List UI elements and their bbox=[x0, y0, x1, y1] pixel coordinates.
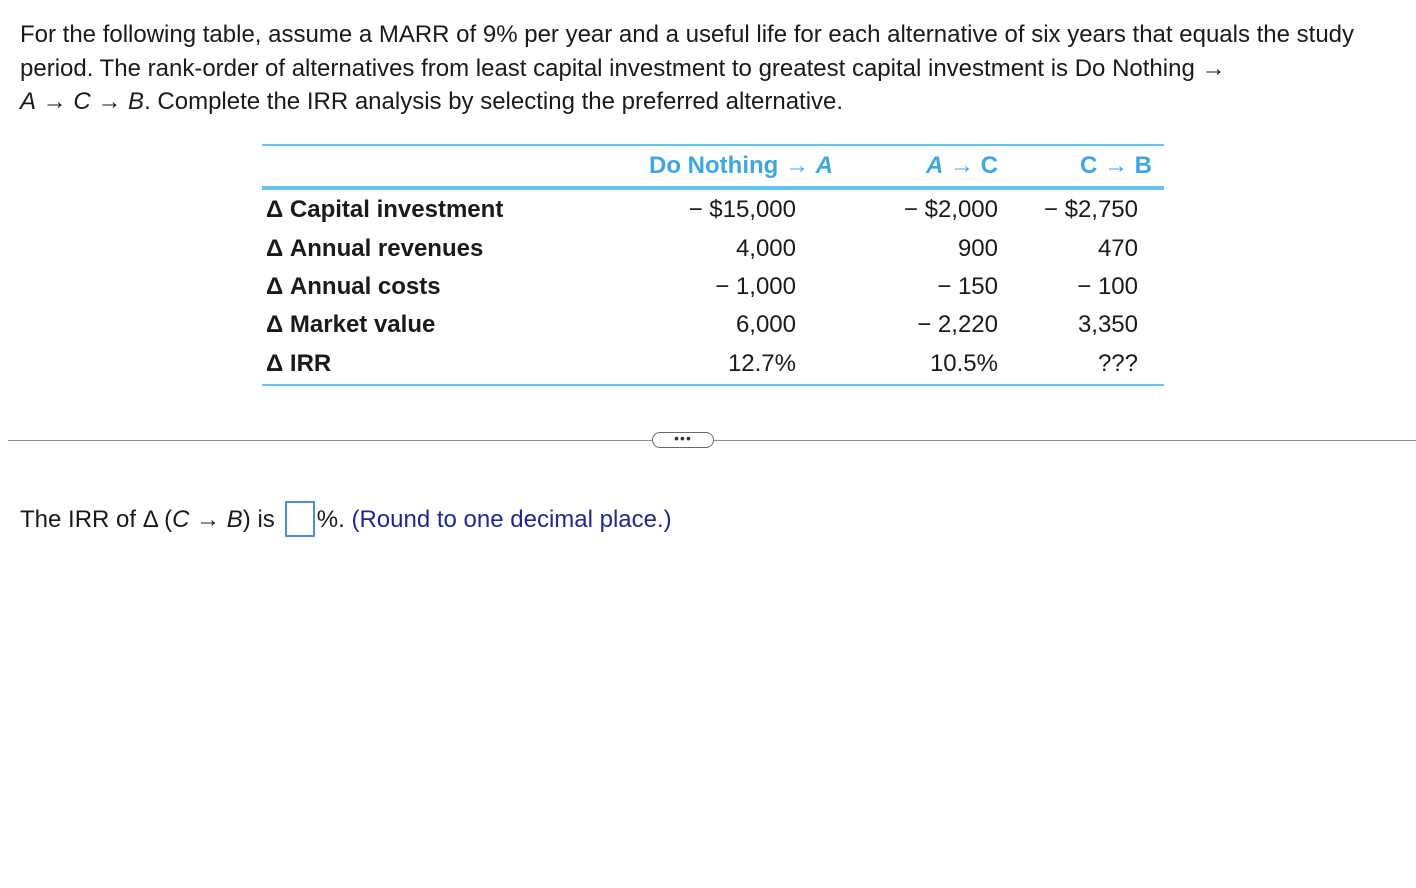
cell-value: 3,350 bbox=[1077, 311, 1138, 338]
row-label: Δ Annual costs bbox=[266, 273, 441, 300]
table-row bbox=[262, 268, 1164, 306]
percent-unit: %. bbox=[316, 506, 345, 533]
row-label: Δ Annual revenues bbox=[266, 235, 484, 262]
header-do-nothing-a: Do Nothing → A bbox=[596, 145, 835, 188]
cell-value: − 1,000 bbox=[715, 273, 796, 300]
row-label: Δ IRR bbox=[262, 344, 596, 385]
cell-value: ??? bbox=[1018, 344, 1164, 385]
header-a-c: A → C bbox=[835, 145, 1018, 188]
row-label: Δ Capital investment bbox=[266, 196, 504, 223]
header-empty bbox=[262, 145, 596, 188]
cell-value: 10.5% bbox=[835, 344, 1018, 385]
rounding-note: (Round to one decimal place.) bbox=[344, 506, 672, 533]
cell-value: − $2,000 bbox=[903, 196, 998, 223]
cell-value: 470 bbox=[1097, 235, 1138, 262]
header-c-b: C → B bbox=[1018, 145, 1164, 188]
table-row bbox=[262, 344, 1164, 385]
seq-a: A bbox=[20, 88, 37, 115]
table-row bbox=[262, 230, 1164, 268]
problem-statement: For the following table, assume a MARR of 9% per year and a useful life for each alternative of six years that equals the study period. The rank-order of alternatives from least capital investment to greatest capital investment is Do Nothing → A → C → B. Complete the IRR analysis by selecting the preferred alternative. bbox=[20, 21, 1355, 115]
cell-value: − $15,000 bbox=[688, 196, 796, 223]
cell-value: − 150 bbox=[937, 273, 998, 300]
cell-value: 6,000 bbox=[735, 311, 796, 338]
expand-more-button[interactable]: ••• bbox=[652, 432, 714, 448]
irr-answer-input[interactable] bbox=[285, 501, 315, 537]
cell-value: 900 bbox=[957, 235, 998, 262]
row-label: Δ Market value bbox=[266, 311, 436, 338]
cell-value: − 2,220 bbox=[917, 311, 998, 338]
seq-c: C bbox=[73, 88, 91, 115]
irr-table bbox=[262, 144, 1164, 386]
cell-value: − 100 bbox=[1077, 273, 1138, 300]
table-header-row bbox=[262, 145, 1164, 188]
cell-value: − $2,750 bbox=[1043, 196, 1138, 223]
table-row bbox=[262, 306, 1164, 344]
seq-b: B bbox=[128, 88, 145, 115]
cell-value: 12.7% bbox=[596, 344, 835, 385]
table-row bbox=[262, 188, 1164, 230]
answer-line: The IRR of Δ (C → B) is %. (Round to one decimal place.) bbox=[20, 500, 672, 540]
cell-value: 4,000 bbox=[735, 235, 796, 262]
